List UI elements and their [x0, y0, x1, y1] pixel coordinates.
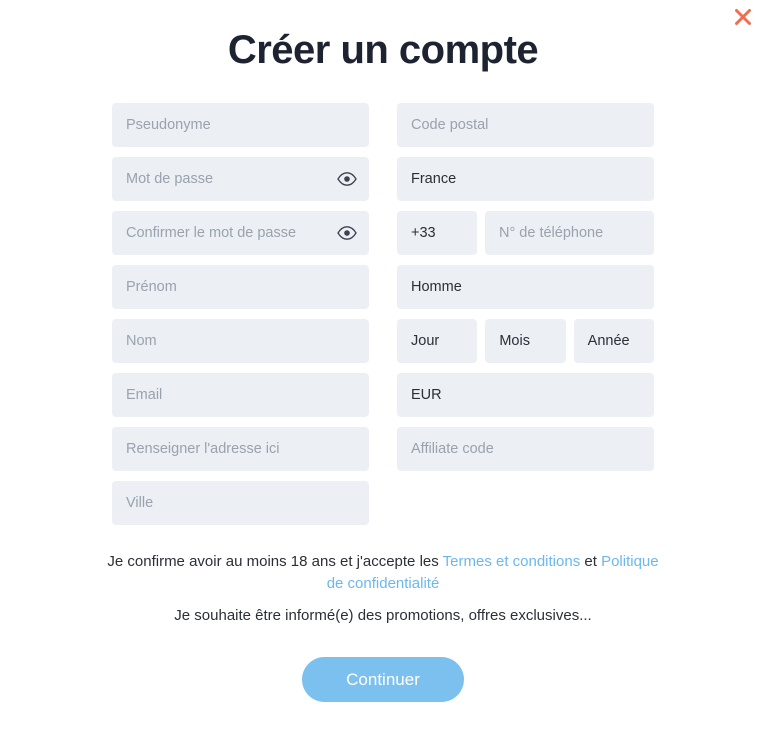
email-input-text: Email	[126, 386, 163, 403]
birth-month-select[interactable]	[485, 319, 565, 363]
phone-country-code-text: +33	[411, 224, 436, 241]
gender-select-text: Homme	[411, 278, 462, 295]
currency-select-text: EUR	[411, 386, 442, 403]
submit-section	[0, 657, 766, 702]
consent-separator: et	[580, 553, 602, 570]
postal-code-input-text: Code postal	[411, 116, 489, 133]
currency-select[interactable]	[397, 373, 654, 417]
nickname-input[interactable]	[112, 103, 369, 147]
city-input-text: Ville	[126, 494, 154, 511]
birth-month-text: Mois	[499, 332, 530, 349]
birth-day-text: Jour	[411, 332, 440, 349]
phone-country-code-select[interactable]	[397, 211, 477, 255]
birth-year-text: Année	[587, 332, 630, 349]
close-x-icon	[734, 8, 752, 26]
form-column-right	[397, 103, 654, 535]
affiliate-code-input[interactable]	[397, 427, 654, 471]
page-title: Créer un compte	[227, 28, 539, 72]
confirm-password-input[interactable]	[112, 211, 369, 255]
phone-row	[397, 211, 654, 265]
close-button[interactable]	[730, 4, 756, 30]
terms-and-conditions-link[interactable]: Termes et conditions	[442, 553, 581, 570]
nickname-input-text: Pseudonyme	[126, 116, 211, 133]
confirm-password-input-text: Confirmer le mot de passe	[126, 224, 297, 241]
country-select-text: France	[411, 170, 457, 187]
password-input[interactable]	[112, 157, 369, 201]
address-input[interactable]	[112, 427, 369, 471]
consent-age-text: Je confirme avoir au moins 18 ans et j'accepte les	[107, 553, 443, 570]
birth-day-select[interactable]	[397, 319, 477, 363]
form-column-left	[112, 103, 369, 535]
postal-code-input[interactable]	[397, 103, 654, 147]
password-input-text: Mot de passe	[126, 170, 214, 187]
consent-section	[105, 551, 661, 627]
consent-age-terms	[105, 551, 661, 595]
city-input[interactable]	[112, 481, 369, 525]
affiliate-code-input-text: Affiliate code	[411, 440, 494, 457]
country-select[interactable]	[397, 157, 654, 201]
first-name-input-text: Prénom	[126, 278, 177, 295]
birth-year-select[interactable]	[574, 319, 654, 363]
privacy-policy-link[interactable]: Politique de confidentialité	[326, 553, 659, 592]
first-name-input[interactable]	[112, 265, 369, 309]
registration-form	[112, 83, 654, 535]
address-input-text: Renseigner l'adresse ici	[126, 440, 280, 457]
phone-number-input[interactable]	[485, 211, 654, 255]
birthdate-row	[397, 319, 654, 373]
eye-icon[interactable]	[337, 223, 357, 243]
consent-marketing-text: Je souhaite être informé(e) des promotions, offres exclusives...	[174, 607, 592, 624]
eye-icon[interactable]	[337, 169, 357, 189]
last-name-input-text: Nom	[126, 332, 157, 349]
continue-button[interactable]: Continuer	[302, 657, 464, 702]
last-name-input[interactable]	[112, 319, 369, 363]
email-input[interactable]	[112, 373, 369, 417]
phone-number-input-text: N° de téléphone	[499, 224, 604, 241]
gender-select[interactable]	[397, 265, 654, 309]
